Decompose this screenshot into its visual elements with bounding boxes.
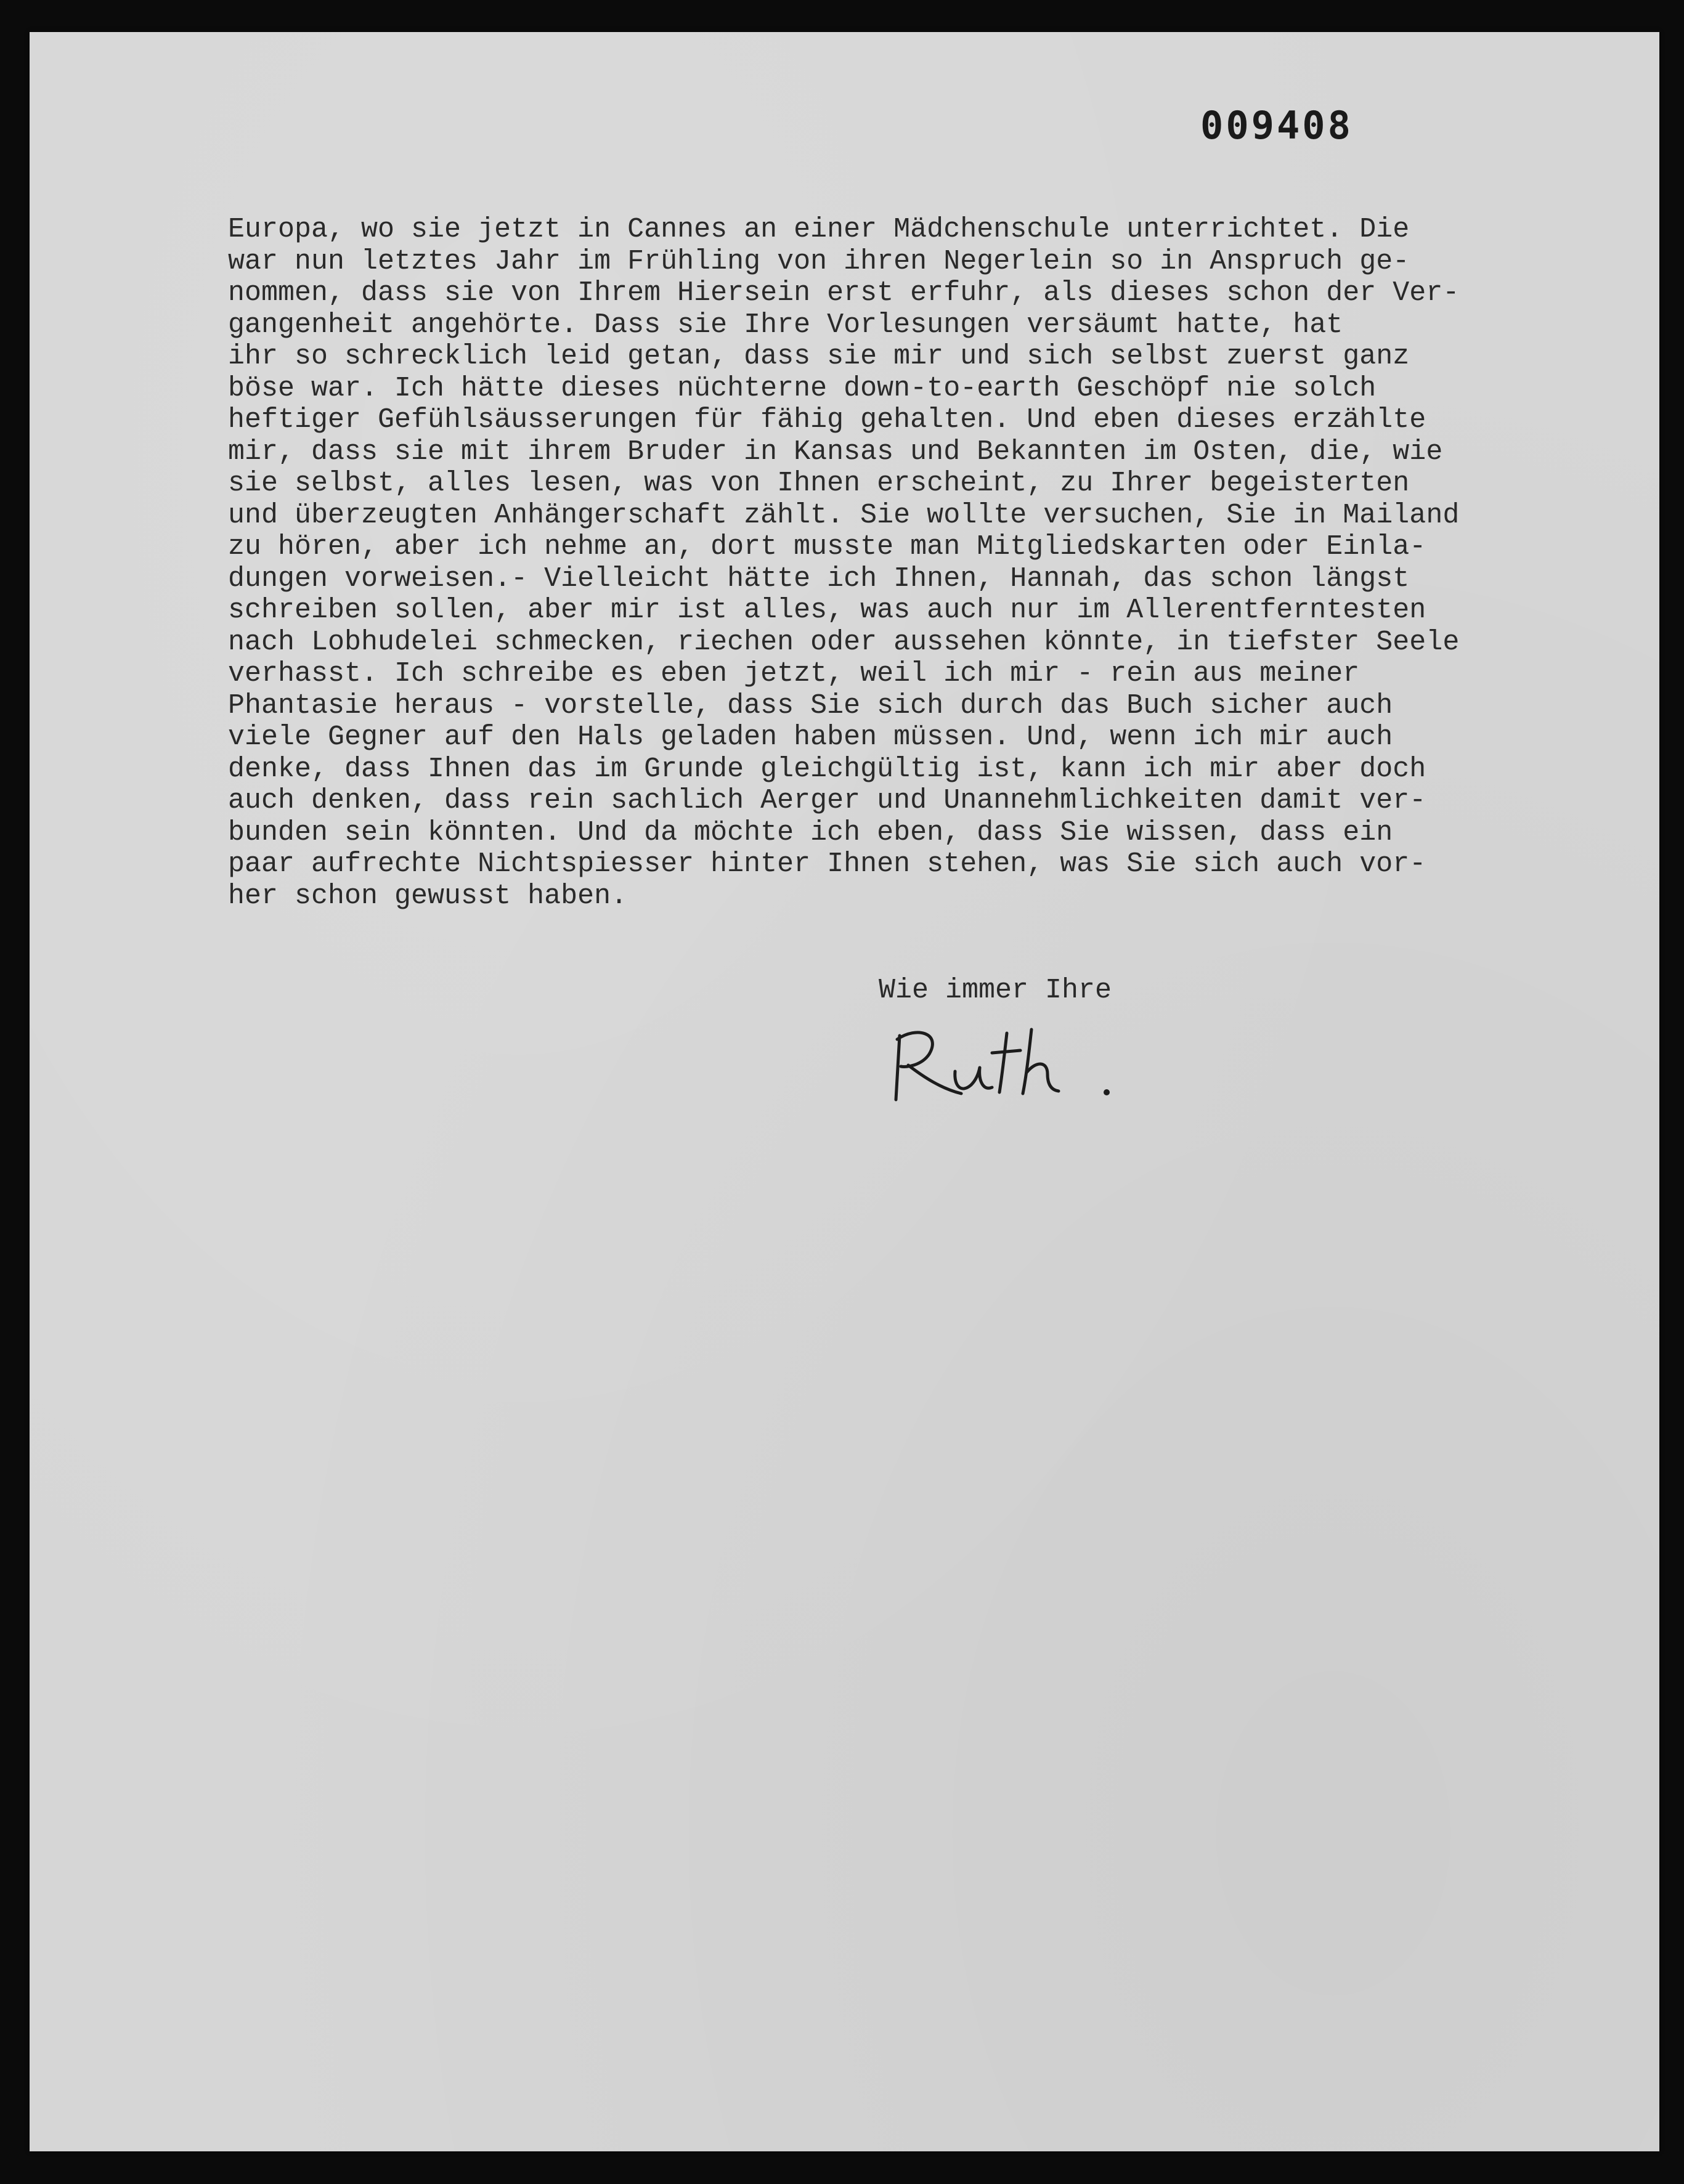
body-line: nach Lobhudelei schmecken, riechen oder aussehen könnte, in tiefster Seele xyxy=(228,626,1460,658)
letter-page xyxy=(30,32,1659,2151)
signature-drawing xyxy=(886,1021,1151,1113)
body-line: paar aufrechte Nichtspiesser hinter Ihnen stehen, was Sie sich auch vor- xyxy=(228,848,1426,880)
body-line: Europa, wo sie jetzt in Cannes an einer Mädchenschule unterrichtet. Die xyxy=(228,214,1410,245)
document-number-stamp: 009408 xyxy=(1200,103,1353,148)
handwritten-signature xyxy=(886,1021,1151,1113)
body-line: nommen, dass sie von Ihrem Hiersein erst erfuhr, als dieses schon der Ver- xyxy=(228,277,1460,309)
body-line: her schon gewusst haben. xyxy=(228,880,628,912)
body-line: ihr so schrecklich leid getan, dass sie mir und sich selbst zuerst ganz xyxy=(228,341,1410,372)
closing-line: Wie immer Ihre xyxy=(879,975,1112,1006)
body-line: bunden sein könnten. Und da möchte ich eben, dass Sie wissen, dass ein xyxy=(228,816,1393,848)
body-line: heftiger Gefühlsäusserungen für fähig gehalten. Und eben dieses erzählte xyxy=(228,404,1426,436)
body-line: dungen vorweisen.- Vielleicht hätte ich Ihnen, Hannah, das schon längst xyxy=(228,562,1410,595)
body-line: denke, dass Ihnen das im Grunde gleichgültig ist, kann ich mir aber doch xyxy=(228,753,1426,785)
body-line: böse war. Ich hätte dieses nüchterne down-to-earth Geschöpf nie solch xyxy=(228,372,1377,404)
body-line: mir, dass sie mit ihrem Bruder in Kansas und Bekannten im Osten, die, wie xyxy=(228,436,1443,468)
body-line: verhasst. Ich schreibe es eben jetzt, weil ich mir - rein aus meiner xyxy=(228,658,1360,689)
body-line: viele Gegner auf den Hals geladen haben müssen. Und, wenn ich mir auch xyxy=(228,721,1393,753)
body-line: sie selbst, alles lesen, was von Ihnen erscheint, zu Ihrer begeisterten xyxy=(228,468,1410,499)
body-line: war nun letztes Jahr im Frühling von ihren Negerlein so in Anspruch ge- xyxy=(228,245,1410,277)
body-line: schreiben sollen, aber mir ist alles, was auch nur im Allerentferntesten xyxy=(228,595,1426,626)
body-line: und überzeugten Anhängerschaft zählt. Sie wollte versuchen, Sie in Mailand xyxy=(228,499,1460,531)
body-line: gangenheit angehörte. Dass sie Ihre Vorlesungen versäumt hatte, hat xyxy=(228,309,1343,341)
body-line: zu hören, aber ich nehme an, dort musste man Mitgliedskarten oder Einla- xyxy=(228,531,1426,562)
body-line: Phantasie heraus - vorstelle, dass Sie sich durch das Buch sicher auch xyxy=(228,689,1393,721)
letter-body xyxy=(228,214,1664,912)
body-line: auch denken, dass rein sachlich Aerger und Unannehmlichkeiten damit ver- xyxy=(228,785,1426,816)
